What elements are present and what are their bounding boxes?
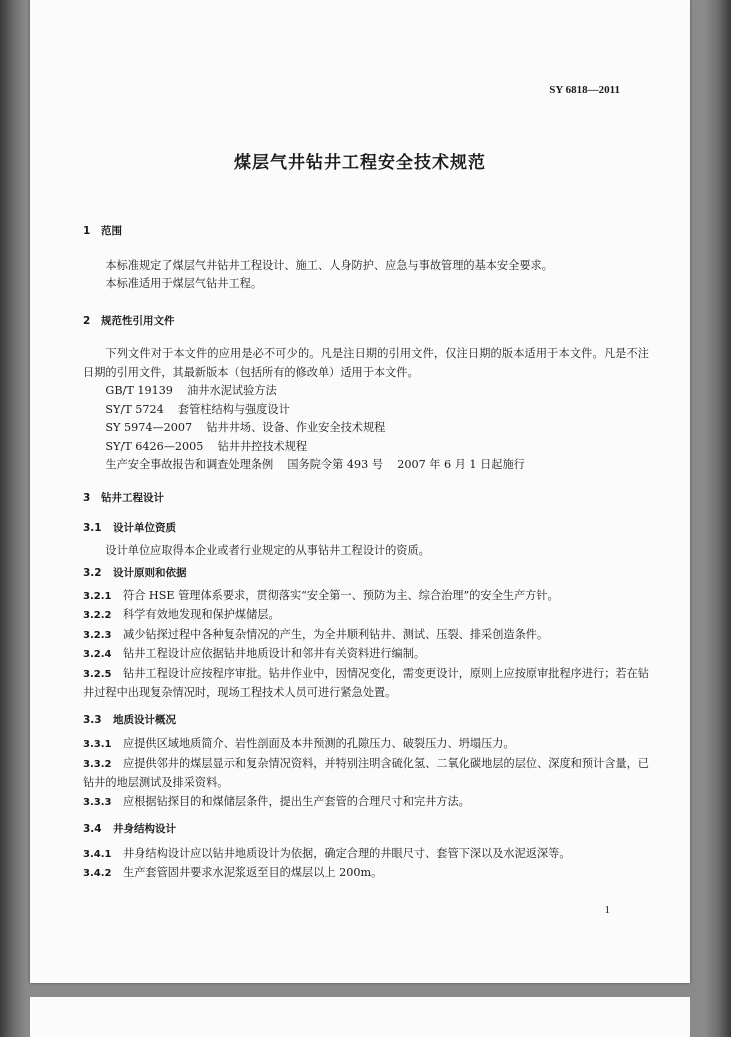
clause-number: 3.3.3 <box>83 796 112 808</box>
section-number: 1 <box>83 225 91 237</box>
clause <box>83 755 649 793</box>
section-number: 3 <box>83 491 91 504</box>
clause <box>83 645 649 665</box>
clause-text: 应根据钻探目的和煤储层条件，提出生产套管的合理尺寸和完井方法。 <box>123 794 470 808</box>
section-number: 2 <box>83 314 91 327</box>
clause-number: 3.2.3 <box>83 629 112 641</box>
reference-item: 生产安全事故报告和调查处理条例 国务院令第 493 号 2007 年 6 月 1 日起施行 <box>105 458 525 471</box>
page-number: 1 <box>604 904 610 916</box>
clause <box>83 864 649 884</box>
clause <box>83 735 649 755</box>
paragraph: 下列文件对于本文件的应用是必不可少的。凡是注日期的引用文件，仅注日期的版本适用于本文件。凡是不注日期的引用文件，其最新版本（包括所有的修改单）适用于本文件。 <box>83 347 649 379</box>
reference-item: SY/T 5724 套管柱结构与强度设计 <box>105 402 290 416</box>
reference-item: SY 5974—2007 钻井井场、设备、作业安全技术规程 <box>105 421 386 434</box>
paragraph: 设计单位应取得本企业或者行业规定的从事钻井工程设计的资质。 <box>105 543 430 557</box>
subsection-3-4-heading <box>83 820 649 839</box>
clause-number: 3.2.4 <box>83 649 112 660</box>
subsection-title: 设计原则和依据 <box>113 567 187 579</box>
clause <box>83 587 649 607</box>
clause-text: 钻井工程设计应按程序审批。钻井作业中，因情况变化，需变更设计，原则上应按原审批程序进行；若在钻井过程中出现复杂情况时，现场工程技术人员可进行紧急处置。 <box>83 666 649 699</box>
section-title: 范围 <box>101 225 122 237</box>
clause <box>83 793 649 813</box>
clause-text: 井身结构设计应以钻井地质设计为依据，确定合理的井眼尺寸、套管下深以及水泥返深等。 <box>123 846 571 860</box>
next-page-edge <box>30 997 690 1037</box>
clause-text: 符合 HSE 管理体系要求，贯彻落实“安全第一、预防为主、综合治理”的安全生产方针。 <box>123 588 559 602</box>
section-3-heading <box>83 489 649 508</box>
subsection-3-2-heading <box>83 564 649 583</box>
section-1-heading <box>83 222 649 241</box>
subsection-number: 3.3 <box>83 713 102 726</box>
subsection-3-3-heading <box>83 711 649 730</box>
subsection-title: 地质设计概况 <box>113 713 176 726</box>
clause-text: 生产套管固井要求水泥浆返至目的煤层以上 200m。 <box>123 866 383 879</box>
document-page <box>30 0 690 983</box>
paragraph: 本标准规定了煤层气井钻井工程设计、施工、人身防护、应急与事故管理的基本安全要求。 <box>105 258 553 272</box>
reference-item: SY/T 6426—2005 钻井井控技术规程 <box>105 439 308 453</box>
clause-text: 应提供邻井的煤层显示和复杂情况资料，并特别注明含硫化氢、二氧化碳地层的层位、深度和预计含量，已钻井的地层测试及排采资料。 <box>83 756 649 789</box>
clause-text: 钻井工程设计应依据钻井地质设计和邻井有关资料进行编制。 <box>123 647 426 660</box>
document-title: 煤层气井钻井工程安全技术规范 <box>234 153 486 173</box>
clause <box>83 665 649 703</box>
clause-number: 3.2.5 <box>83 668 112 680</box>
clause-number: 3.4.2 <box>83 868 112 879</box>
subsection-number: 3.2 <box>83 567 102 579</box>
clause <box>83 626 649 646</box>
section-2-heading <box>83 312 649 331</box>
subsection-title: 井身结构设计 <box>113 823 176 835</box>
standard-code: SY 6818—2011 <box>549 84 620 96</box>
subsection-title: 设计单位资质 <box>113 522 176 534</box>
subsection-number: 3.1 <box>83 522 102 534</box>
section-title: 规范性引用文件 <box>101 314 175 327</box>
clause-number: 3.2.1 <box>83 590 112 602</box>
clause-text: 科学有效地发现和保护煤储层。 <box>123 608 280 621</box>
clause-number: 3.2.2 <box>83 610 112 621</box>
clause-text: 减少钻探过程中各种复杂情况的产生，为全井顺利钻井、测试、压裂、排采创造条件。 <box>123 627 549 641</box>
subsection-3-1-heading <box>83 519 649 538</box>
paragraph: 本标准适用于煤层气钻井工程。 <box>105 277 263 290</box>
section-title: 钻井工程设计 <box>101 491 164 504</box>
clause-number: 3.3.1 <box>83 739 112 750</box>
document-body <box>83 222 649 884</box>
subsection-number: 3.4 <box>83 823 102 835</box>
clause <box>83 606 649 626</box>
clause-text: 应提供区域地质简介、岩性剖面及本井预测的孔隙压力、破裂压力、坍塌压力。 <box>123 737 515 750</box>
reference-item: GB/T 19139 油井水泥试验方法 <box>105 384 277 397</box>
clause-number: 3.3.2 <box>83 758 112 770</box>
clause-number: 3.4.1 <box>83 848 112 860</box>
clause <box>83 845 649 865</box>
